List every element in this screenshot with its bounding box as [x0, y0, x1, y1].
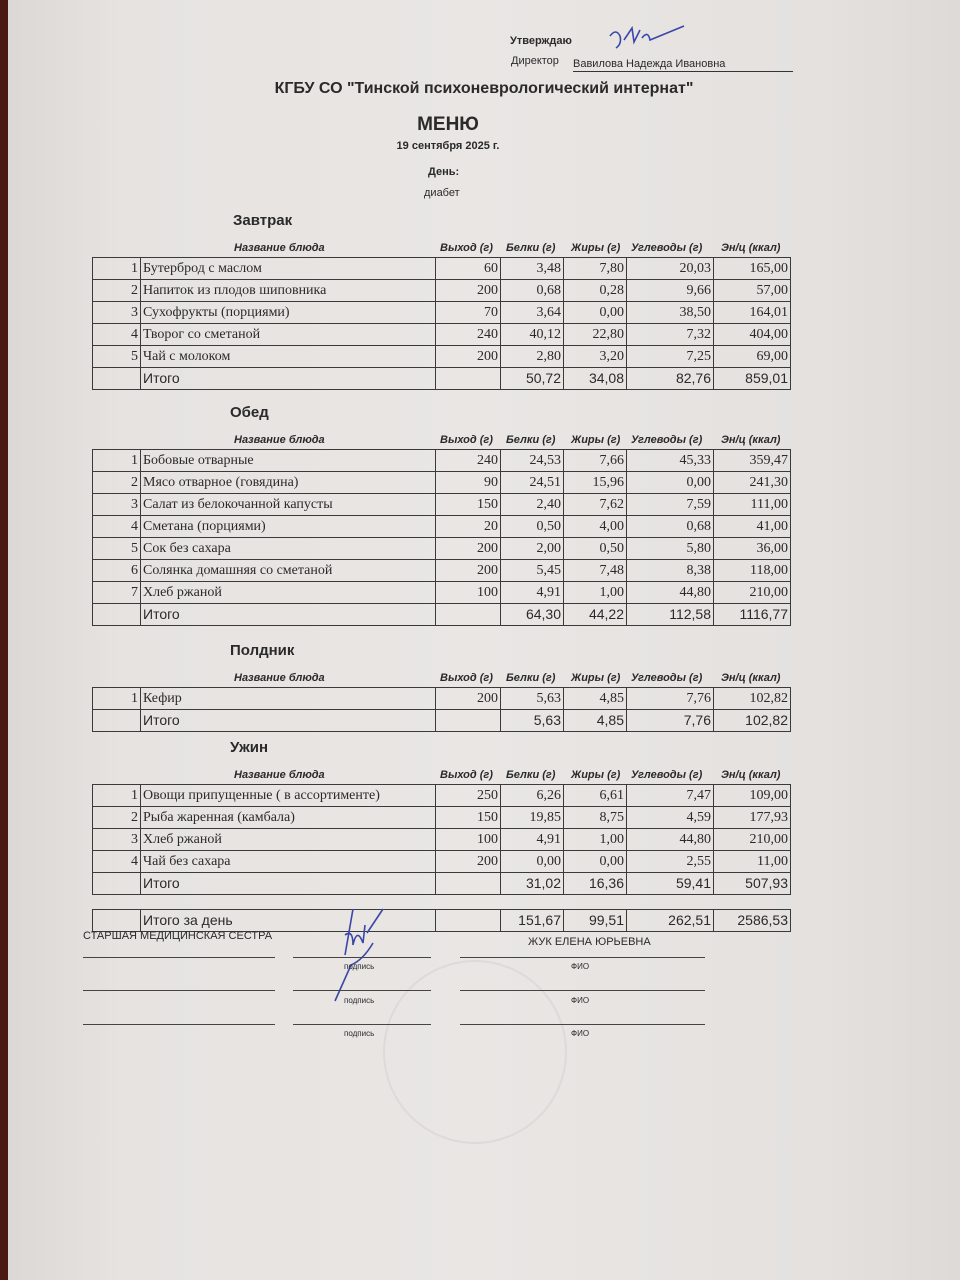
- output-grams: 60: [436, 258, 501, 280]
- output-grams: 90: [436, 472, 501, 494]
- energy-value: 102,82: [714, 688, 791, 710]
- total-row: [93, 873, 791, 895]
- total-output-blank: [436, 710, 501, 732]
- meal-table: [92, 257, 791, 390]
- item-number: 2: [93, 807, 141, 829]
- carbs-value: 44,80: [627, 582, 714, 604]
- fat-value: 7,48: [564, 560, 627, 582]
- fat-value: 7,66: [564, 450, 627, 472]
- fat-value: 4,00: [564, 516, 627, 538]
- energy-value: 57,00: [714, 280, 791, 302]
- director-label: Директор: [511, 55, 559, 67]
- table-row: [93, 516, 791, 538]
- fio-caption-2: ФИО: [571, 996, 590, 1005]
- total-label: Итого: [141, 604, 436, 626]
- carbs-value: 8,38: [627, 560, 714, 582]
- item-number: 4: [93, 851, 141, 873]
- day-total-fat: 99,51: [564, 910, 627, 932]
- output-grams: 240: [436, 450, 501, 472]
- dish-name: Рыба жаренная (камбала): [141, 807, 436, 829]
- signature-line-1a: [83, 957, 275, 958]
- dish-name: Бобовые отварные: [141, 450, 436, 472]
- energy-value: 111,00: [714, 494, 791, 516]
- energy-value: 165,00: [714, 258, 791, 280]
- total-output-blank: [436, 368, 501, 390]
- organization-name: КГБУ СО "Тинской психоневрологический интернат": [274, 80, 694, 97]
- total-carbs: 7,76: [627, 710, 714, 732]
- meal-title: Завтрак: [233, 212, 293, 229]
- day-total-energy: 2586,53: [714, 910, 791, 932]
- fat-value: 6,61: [564, 785, 627, 807]
- column-header-energy: Эн/ц (ккал): [721, 242, 781, 254]
- carbs-value: 5,80: [627, 538, 714, 560]
- table-row: [93, 324, 791, 346]
- column-header-output: Выход (г): [440, 242, 493, 254]
- table-row: [93, 851, 791, 873]
- carbs-value: 7,47: [627, 785, 714, 807]
- column-header-output: Выход (г): [440, 769, 493, 781]
- protein-value: 5,63: [501, 688, 564, 710]
- energy-value: 11,00: [714, 851, 791, 873]
- total-number-blank: [93, 873, 141, 895]
- fat-value: 7,80: [564, 258, 627, 280]
- protein-value: 6,26: [501, 785, 564, 807]
- carbs-value: 45,33: [627, 450, 714, 472]
- table-row: [93, 785, 791, 807]
- signature-line-3b: [293, 1024, 431, 1025]
- output-grams: 200: [436, 560, 501, 582]
- signature-line-2b: [293, 990, 431, 991]
- total-fat: 4,85: [564, 710, 627, 732]
- column-header-carbs: Углеводы (г): [631, 769, 703, 781]
- dish-name: Овощи припущенные ( в ассортименте): [141, 785, 436, 807]
- column-header-protein: Белки (г): [506, 672, 556, 684]
- output-grams: 200: [436, 346, 501, 368]
- total-protein: 64,30: [501, 604, 564, 626]
- energy-value: 177,93: [714, 807, 791, 829]
- item-number: 1: [93, 450, 141, 472]
- fat-value: 7,62: [564, 494, 627, 516]
- total-energy: 102,82: [714, 710, 791, 732]
- dish-name: Бутерброд с маслом: [141, 258, 436, 280]
- energy-value: 41,00: [714, 516, 791, 538]
- protein-value: 0,00: [501, 851, 564, 873]
- director-signature: [606, 22, 686, 52]
- day-label: День:: [428, 166, 460, 178]
- column-header-energy: Эн/ц (ккал): [721, 434, 781, 446]
- total-fat: 16,36: [564, 873, 627, 895]
- total-number-blank: [93, 604, 141, 626]
- fat-value: 0,50: [564, 538, 627, 560]
- carbs-value: 0,68: [627, 516, 714, 538]
- day-total-number-blank: [93, 910, 141, 932]
- column-header-carbs: Углеводы (г): [631, 672, 703, 684]
- column-header-fat: Жиры (г): [571, 672, 621, 684]
- item-number: 1: [93, 785, 141, 807]
- dish-name: Кефир: [141, 688, 436, 710]
- energy-value: 359,47: [714, 450, 791, 472]
- total-row: [93, 604, 791, 626]
- signature-caption-3: подпись: [344, 1029, 375, 1038]
- column-header-output: Выход (г): [440, 434, 493, 446]
- total-output-blank: [436, 604, 501, 626]
- protein-value: 2,00: [501, 538, 564, 560]
- total-number-blank: [93, 710, 141, 732]
- column-header-name: Название блюда: [234, 769, 325, 781]
- item-number: 5: [93, 538, 141, 560]
- column-header-fat: Жиры (г): [571, 769, 621, 781]
- signature-line-2a: [83, 990, 275, 991]
- fat-value: 0,00: [564, 851, 627, 873]
- carbs-value: 20,03: [627, 258, 714, 280]
- output-grams: 200: [436, 851, 501, 873]
- output-grams: 250: [436, 785, 501, 807]
- table-row: [93, 829, 791, 851]
- column-header-output: Выход (г): [440, 672, 493, 684]
- total-number-blank: [93, 368, 141, 390]
- column-header-fat: Жиры (г): [571, 434, 621, 446]
- table-row: [93, 582, 791, 604]
- item-number: 6: [93, 560, 141, 582]
- table-row: [93, 688, 791, 710]
- column-header-protein: Белки (г): [506, 769, 556, 781]
- protein-value: 5,45: [501, 560, 564, 582]
- item-number: 7: [93, 582, 141, 604]
- item-number: 4: [93, 324, 141, 346]
- carbs-value: 7,76: [627, 688, 714, 710]
- carbs-value: 0,00: [627, 472, 714, 494]
- day-total-carbs: 262,51: [627, 910, 714, 932]
- day-total-output-blank: [436, 910, 501, 932]
- table-row: [93, 807, 791, 829]
- signature-line-3c: [460, 1024, 705, 1025]
- item-number: 1: [93, 258, 141, 280]
- carbs-value: 7,25: [627, 346, 714, 368]
- approve-label: Утверждаю: [510, 35, 572, 47]
- page-title: МЕНЮ: [417, 114, 479, 135]
- protein-value: 4,91: [501, 582, 564, 604]
- output-grams: 100: [436, 829, 501, 851]
- total-label: Итого: [141, 710, 436, 732]
- protein-value: 24,53: [501, 450, 564, 472]
- total-carbs: 82,76: [627, 368, 714, 390]
- output-grams: 70: [436, 302, 501, 324]
- signer-name: ЖУК ЕЛЕНА ЮРЬЕВНА: [528, 936, 651, 948]
- meal-table: [92, 784, 791, 895]
- item-number: 3: [93, 494, 141, 516]
- dish-name: Напиток из плодов шиповника: [141, 280, 436, 302]
- column-header-energy: Эн/ц (ккал): [721, 672, 781, 684]
- document-page: [8, 0, 960, 1280]
- table-row: [93, 494, 791, 516]
- protein-value: 2,40: [501, 494, 564, 516]
- column-header-name: Название блюда: [234, 672, 325, 684]
- energy-value: 210,00: [714, 829, 791, 851]
- table-row: [93, 560, 791, 582]
- signature-line-1b: [293, 957, 431, 958]
- carbs-value: 2,55: [627, 851, 714, 873]
- protein-value: 24,51: [501, 472, 564, 494]
- dish-name: Солянка домашняя со сметаной: [141, 560, 436, 582]
- total-output-blank: [436, 873, 501, 895]
- table-row: [93, 302, 791, 324]
- dish-name: Хлеб ржаной: [141, 582, 436, 604]
- column-header-carbs: Углеводы (г): [631, 242, 703, 254]
- protein-value: 3,64: [501, 302, 564, 324]
- total-protein: 5,63: [501, 710, 564, 732]
- energy-value: 404,00: [714, 324, 791, 346]
- signature-line-1c: [460, 957, 705, 958]
- meal-title: Полдник: [230, 642, 295, 659]
- total-row: [93, 710, 791, 732]
- total-energy: 507,93: [714, 873, 791, 895]
- protein-value: 40,12: [501, 324, 564, 346]
- meal-title: Обед: [230, 404, 269, 421]
- table-row: [93, 538, 791, 560]
- signature-caption-2: подпись: [344, 996, 375, 1005]
- column-header-name: Название блюда: [234, 434, 325, 446]
- column-header-fat: Жиры (г): [571, 242, 621, 254]
- fio-caption-3: ФИО: [571, 1029, 590, 1038]
- total-fat: 44,22: [564, 604, 627, 626]
- table-row: [93, 258, 791, 280]
- column-header-protein: Белки (г): [506, 242, 556, 254]
- protein-value: 2,80: [501, 346, 564, 368]
- protein-value: 4,91: [501, 829, 564, 851]
- table-row: [93, 346, 791, 368]
- fat-value: 15,96: [564, 472, 627, 494]
- output-grams: 150: [436, 494, 501, 516]
- total-carbs: 59,41: [627, 873, 714, 895]
- total-energy: 859,01: [714, 368, 791, 390]
- signature-line-2c: [460, 990, 705, 991]
- item-number: 4: [93, 516, 141, 538]
- carbs-value: 38,50: [627, 302, 714, 324]
- table-row: [93, 472, 791, 494]
- fat-value: 4,85: [564, 688, 627, 710]
- day-value: диабет: [424, 187, 460, 199]
- fat-value: 22,80: [564, 324, 627, 346]
- dish-name: Сок без сахара: [141, 538, 436, 560]
- output-grams: 200: [436, 538, 501, 560]
- meal-table: [92, 449, 791, 626]
- protein-value: 19,85: [501, 807, 564, 829]
- total-label: Итого: [141, 368, 436, 390]
- item-number: 2: [93, 280, 141, 302]
- carbs-value: 9,66: [627, 280, 714, 302]
- dish-name: Хлеб ржаной: [141, 829, 436, 851]
- item-number: 3: [93, 302, 141, 324]
- column-header-protein: Белки (г): [506, 434, 556, 446]
- output-grams: 100: [436, 582, 501, 604]
- fat-value: 8,75: [564, 807, 627, 829]
- fat-value: 1,00: [564, 582, 627, 604]
- carbs-value: 44,80: [627, 829, 714, 851]
- total-energy: 1116,77: [714, 604, 791, 626]
- total-protein: 31,02: [501, 873, 564, 895]
- day-total-row: [93, 910, 791, 932]
- day-total-protein: 151,67: [501, 910, 564, 932]
- menu-date: 19 сентября 2025 г.: [396, 140, 500, 152]
- carbs-value: 7,32: [627, 324, 714, 346]
- dish-name: Салат из белокочанной капусты: [141, 494, 436, 516]
- meal-title: Ужин: [230, 739, 269, 756]
- protein-value: 3,48: [501, 258, 564, 280]
- output-grams: 150: [436, 807, 501, 829]
- signature-caption-1: подпись: [344, 962, 375, 971]
- fat-value: 3,20: [564, 346, 627, 368]
- table-row: [93, 280, 791, 302]
- protein-value: 0,50: [501, 516, 564, 538]
- energy-value: 36,00: [714, 538, 791, 560]
- dish-name: Сметана (порциями): [141, 516, 436, 538]
- column-header-energy: Эн/ц (ккал): [721, 769, 781, 781]
- fat-value: 0,00: [564, 302, 627, 324]
- total-fat: 34,08: [564, 368, 627, 390]
- fio-caption-1: ФИО: [571, 962, 590, 971]
- energy-value: 69,00: [714, 346, 791, 368]
- meal-table: [92, 687, 791, 732]
- column-header-name: Название блюда: [234, 242, 325, 254]
- total-protein: 50,72: [501, 368, 564, 390]
- item-number: 1: [93, 688, 141, 710]
- output-grams: 240: [436, 324, 501, 346]
- protein-value: 0,68: [501, 280, 564, 302]
- dish-name: Творог со сметаной: [141, 324, 436, 346]
- total-row: [93, 368, 791, 390]
- energy-value: 109,00: [714, 785, 791, 807]
- carbs-value: 4,59: [627, 807, 714, 829]
- energy-value: 210,00: [714, 582, 791, 604]
- output-grams: 200: [436, 280, 501, 302]
- day-total-label: Итого за день: [141, 910, 436, 932]
- fat-value: 0,28: [564, 280, 627, 302]
- column-header-carbs: Углеводы (г): [631, 434, 703, 446]
- dish-name: Чай с молоком: [141, 346, 436, 368]
- signer-position: СТАРШАЯ МЕДИЦИНСКАЯ СЕСТРА: [83, 930, 273, 942]
- director-name: Вавилова Надежда Ивановна: [573, 58, 793, 72]
- output-grams: 200: [436, 688, 501, 710]
- day-total-table: [92, 909, 791, 932]
- item-number: 3: [93, 829, 141, 851]
- item-number: 5: [93, 346, 141, 368]
- dish-name: Сухофрукты (порциями): [141, 302, 436, 324]
- total-label: Итого: [141, 873, 436, 895]
- energy-value: 164,01: [714, 302, 791, 324]
- table-row: [93, 450, 791, 472]
- dish-name: Чай без сахара: [141, 851, 436, 873]
- dish-name: Мясо отварное (говядина): [141, 472, 436, 494]
- energy-value: 241,30: [714, 472, 791, 494]
- item-number: 2: [93, 472, 141, 494]
- signature-line-3a: [83, 1024, 275, 1025]
- energy-value: 118,00: [714, 560, 791, 582]
- output-grams: 20: [436, 516, 501, 538]
- fat-value: 1,00: [564, 829, 627, 851]
- faded-stamp: [383, 960, 567, 1144]
- carbs-value: 7,59: [627, 494, 714, 516]
- total-carbs: 112,58: [627, 604, 714, 626]
